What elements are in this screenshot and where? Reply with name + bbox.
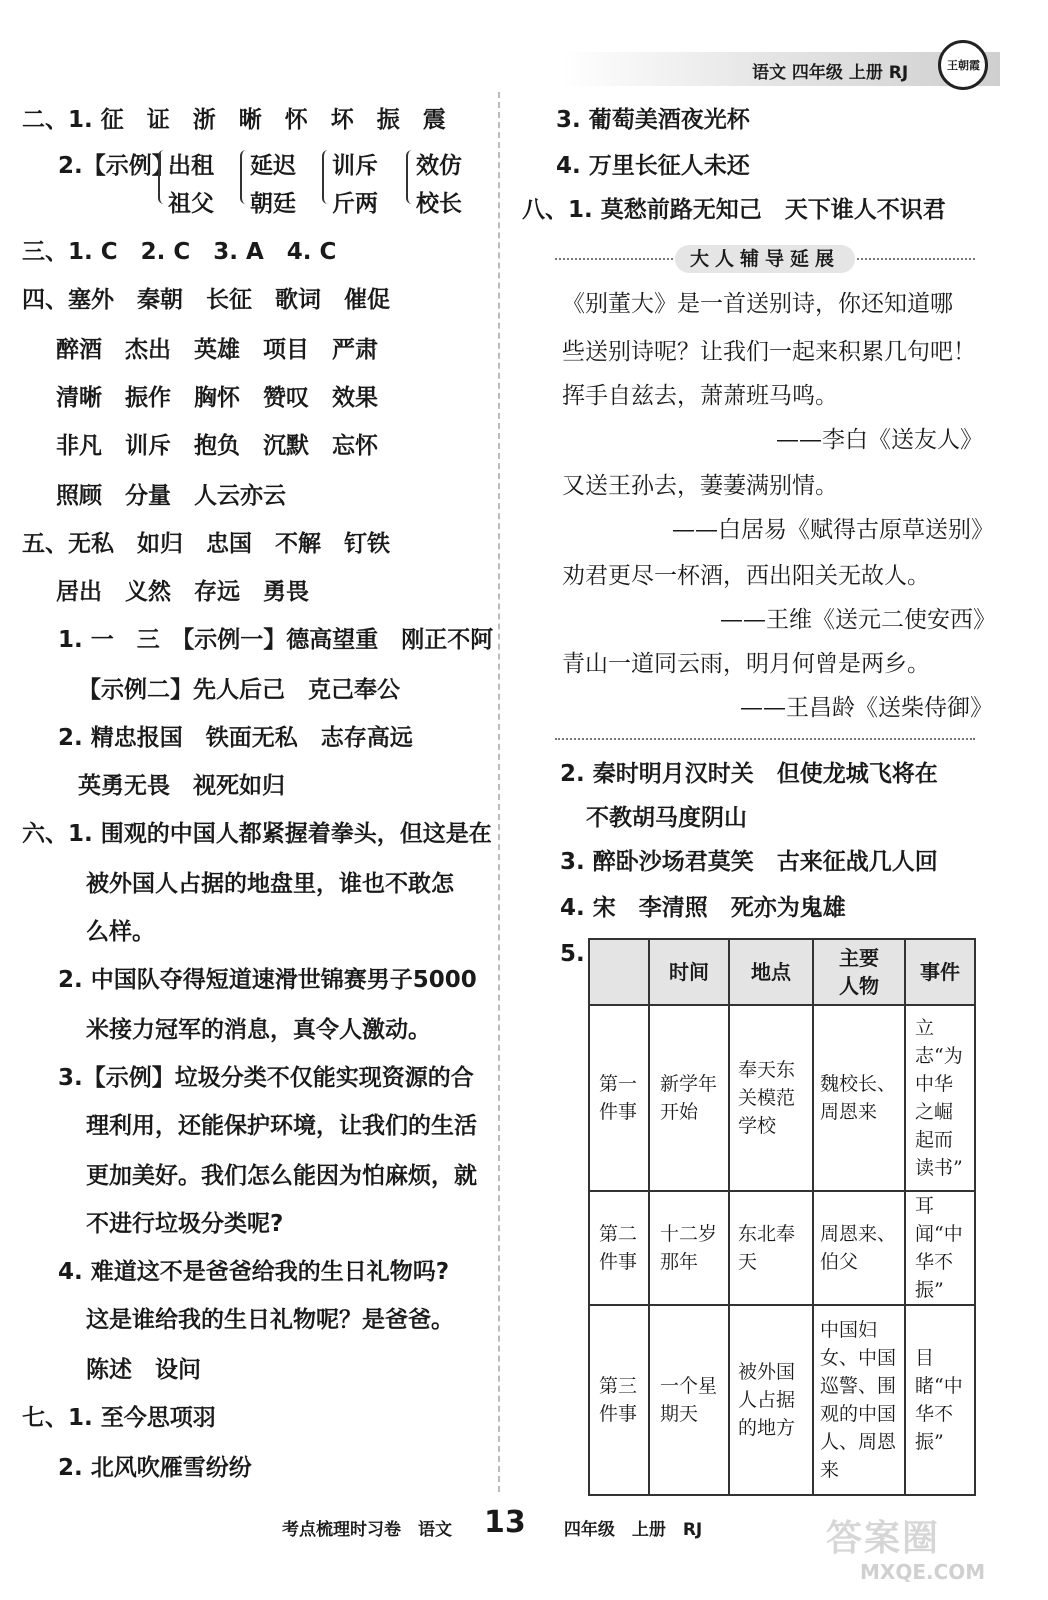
answer-line: 2.【示例】 — [58, 153, 175, 179]
answer-line: 训斥 — [332, 153, 378, 179]
table-cell: 被外国人占据的地方 — [729, 1305, 813, 1495]
answer-line: 四、塞外 秦朝 长征 歌词 催促 — [22, 287, 390, 313]
answer-line: 清晰 振作 胸怀 赞叹 效果 — [56, 385, 378, 411]
answer-line: 理利用，还能保护环境，让我们的生活 — [86, 1113, 477, 1139]
table-cell: 耳闻“中华不振” — [905, 1191, 975, 1305]
answer-line: 2. 北风吹雁雪纷纷 — [58, 1455, 252, 1481]
poem-line: ——王维《送元二使安西》 — [720, 607, 996, 633]
table-header: 主要人物 — [813, 939, 905, 1005]
answer-line: 斤两 — [332, 191, 378, 217]
column-divider — [498, 92, 500, 1492]
table-cell: 第二件事 — [589, 1191, 649, 1305]
table-header — [589, 939, 649, 1005]
table-header: 事件 — [905, 939, 975, 1005]
answer-line: 4. 万里长征人未还 — [556, 153, 750, 179]
answer-line: 这是谁给我的生日礼物呢？是爸爸。 — [86, 1307, 454, 1333]
answer-line: 3.【示例】垃圾分类不仅能实现资源的合 — [58, 1065, 474, 1091]
table-header: 时间 — [649, 939, 729, 1005]
answer-line: 延迟 — [250, 153, 296, 179]
table-cell: 十二岁那年 — [649, 1191, 729, 1305]
brace — [158, 150, 166, 204]
answer-line: 五、无私 如归 忠国 不解 钉铁 — [22, 531, 390, 557]
answer-line: 2. 中国队夺得短道速滑世锦赛男子5000 — [58, 967, 477, 993]
answer-line: 照顾 分量 人云亦云 — [56, 483, 286, 509]
answer-line: 二、1. 征 证 浙 晰 怀 坏 振 震 — [22, 107, 446, 133]
answer-line: 校长 — [416, 191, 462, 217]
extension-banner — [555, 248, 975, 270]
answer-line: 非凡 训斥 抱负 沉默 忘怀 — [56, 433, 378, 459]
poem-line: 《别董大》是一首送别诗，你还知道哪 — [562, 291, 953, 317]
answer-line: 醉酒 杰出 英雄 项目 严肃 — [56, 337, 378, 363]
answer-line: 4. 难道这不是爸爸给我的生日礼物吗? — [58, 1259, 450, 1285]
answer-line: 2. 精忠报国 铁面无私 志存高远 — [58, 725, 413, 751]
answer-line: 更加美好。我们怎么能因为怕麻烦，就 — [86, 1163, 477, 1189]
poem-line: ——李白《送友人》 — [776, 427, 983, 453]
poem-line: 劝君更尽一杯酒，西出阳关无故人。 — [562, 563, 930, 589]
brace — [322, 150, 330, 204]
extension-separator — [555, 738, 975, 740]
answer-line: 六、1. 围观的中国人都紧握着拳头，但这是在 — [22, 821, 492, 847]
answer-line: 米接力冠军的消息，真令人激动。 — [86, 1017, 431, 1043]
answer-line: 不进行垃圾分类呢? — [86, 1211, 284, 1237]
footer-left: 考点梳理时习卷 语文 — [282, 1520, 452, 1540]
answer-line: 三、1. C 2. C 3. A 4. C — [22, 239, 337, 265]
answer-line: 1. 一 三 【示例一】德高望重 刚正不阿 — [58, 627, 494, 653]
answer-line: 5. — [560, 941, 585, 967]
footer-right: 四年级 上册 RJ — [563, 1520, 703, 1540]
header-title: 语文 四年级 上册 RJ — [752, 63, 909, 83]
publisher-logo — [938, 40, 988, 90]
answer-line: 么样。 — [86, 919, 155, 945]
page-number: 13 — [484, 1505, 526, 1540]
table-cell: 一个星期天 — [649, 1305, 729, 1495]
poem-line: 青山一道同云雨，明月何曾是两乡。 — [562, 651, 930, 677]
brace — [406, 150, 414, 204]
answer-line: 七、1. 至今思项羽 — [22, 1405, 216, 1431]
answer-line: 4. 宋 李清照 死亦为鬼雄 — [560, 895, 846, 921]
answer-line: 2. 秦时明月汉时关 但使龙城飞将在 — [560, 761, 938, 787]
table-row — [589, 1305, 975, 1495]
answer-line: 3. 葡萄美酒夜光杯 — [556, 107, 750, 133]
table-cell: 中国妇女、中国巡警、围观的中国人、周恩来 — [813, 1305, 905, 1495]
table-cell: 奉天东关模范学校 — [729, 1005, 813, 1191]
watermark: 答案圈 — [826, 1518, 941, 1559]
table-cell: 周恩来、伯父 — [813, 1191, 905, 1305]
table-cell: 魏校长、周恩来 — [813, 1005, 905, 1191]
answer-line: 不教胡马度阴山 — [586, 805, 747, 831]
answer-line: 八、1. 莫愁前路无知己 天下谁人不识君 — [522, 197, 946, 223]
answer-line: 陈述 设问 — [86, 1357, 201, 1383]
table-row — [589, 1191, 975, 1305]
table-row — [589, 1005, 975, 1191]
event-table — [588, 938, 976, 1496]
table-cell: 立志“为中华之崛起而读书” — [905, 1005, 975, 1191]
answer-line: 朝廷 — [250, 191, 296, 217]
logo-text: 王朝霞 — [947, 59, 980, 72]
table-cell: 东北奉天 — [729, 1191, 813, 1305]
table-cell: 第三件事 — [589, 1305, 649, 1495]
answer-line: 【示例二】先人后己 克己奉公 — [78, 677, 400, 703]
answer-line: 居出 义然 存远 勇畏 — [56, 579, 309, 605]
answer-line: 效仿 — [416, 153, 462, 179]
table-cell: 第一件事 — [589, 1005, 649, 1191]
answer-line: 3. 醉卧沙场君莫笑 古来征战几人回 — [560, 849, 938, 875]
table-cell: 目睹“中华不振” — [905, 1305, 975, 1495]
brace — [240, 150, 248, 204]
answer-line: 英勇无畏 视死如归 — [78, 773, 285, 799]
poem-line: 又送王孙去，萋萋满别情。 — [562, 473, 838, 499]
poem-line: 挥手自兹去，萧萧班马鸣。 — [562, 383, 838, 409]
poem-line: 些送别诗呢？让我们一起来积累几句吧！ — [562, 339, 976, 365]
answer-line: 祖父 — [168, 191, 214, 217]
watermark-url: MXQE.COM — [860, 1560, 986, 1584]
answer-line: 出租 — [168, 153, 214, 179]
poem-line: ——白居易《赋得古原草送别》 — [672, 517, 994, 543]
table-cell: 新学年开始 — [649, 1005, 729, 1191]
poem-line: ——王昌龄《送柴侍御》 — [740, 695, 993, 721]
extension-title: 大人辅导延展 — [675, 245, 855, 273]
table-header: 地点 — [729, 939, 813, 1005]
answer-line: 被外国人占据的地盘里，谁也不敢怎 — [86, 871, 454, 897]
